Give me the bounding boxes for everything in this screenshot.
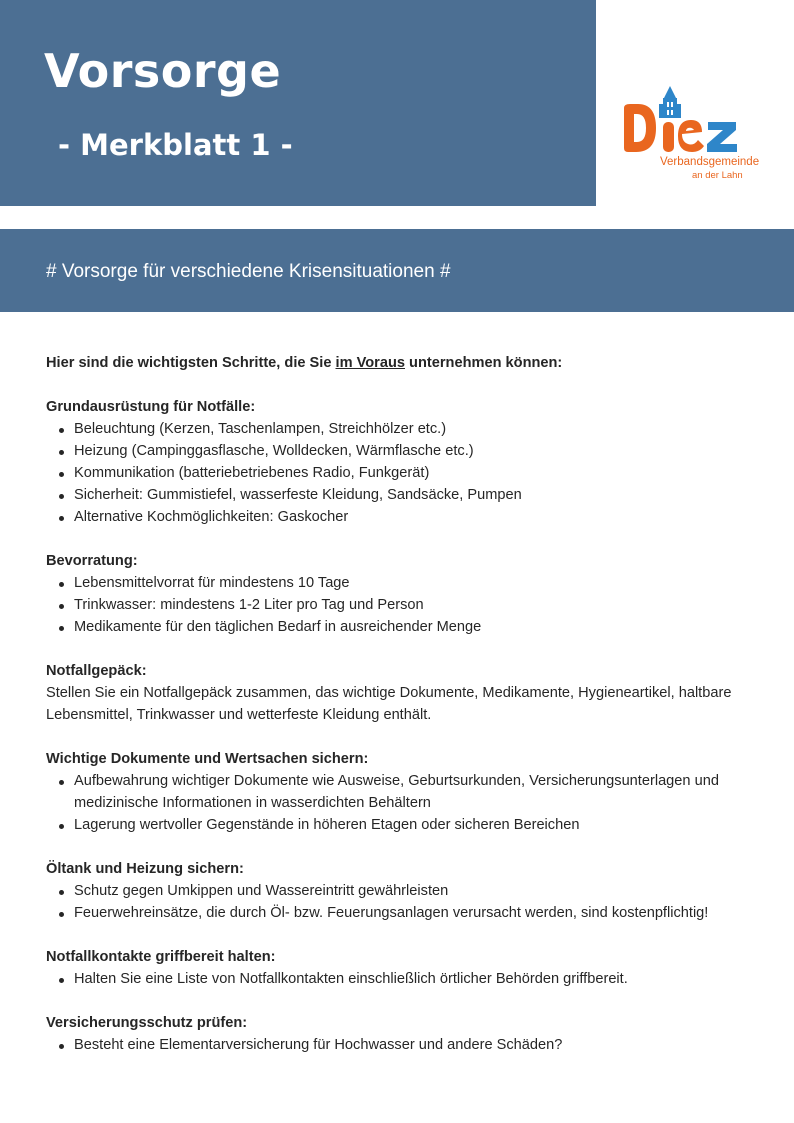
bullet-list xyxy=(46,880,776,924)
diez-logo xyxy=(612,78,772,188)
section-heading: Öltank und Heizung sichern: xyxy=(46,861,244,877)
bullet-list xyxy=(46,770,776,836)
section-bevorratung xyxy=(46,550,776,638)
main-content xyxy=(46,352,776,1078)
page-title: Vorsorge xyxy=(44,44,282,98)
list-item: Beleuchtung (Kerzen, Taschenlampen, Streichhölzer etc.) xyxy=(46,418,776,440)
header-block xyxy=(0,0,596,206)
section-versicherung xyxy=(46,1012,776,1056)
list-item: Medikamente für den täglichen Bedarf in ausreichender Menge xyxy=(46,616,776,638)
list-item: Lebensmittelvorrat für mindestens 10 Tage xyxy=(46,572,776,594)
logo-line-verbandsgemeinde: Verbandsgemeinde xyxy=(660,156,760,168)
bullet-list xyxy=(46,1034,776,1056)
section-heading: Grundausrüstung für Notfälle: xyxy=(46,399,256,415)
diez-logo-wordmark xyxy=(618,84,748,154)
bullet-list xyxy=(46,418,776,528)
intro-underlined: im Voraus xyxy=(335,355,405,371)
intro-after: unternehmen können: xyxy=(405,355,563,371)
bullet-list xyxy=(46,968,776,990)
section-paragraph: Stellen Sie ein Notfallgepäck zusammen, das wichtige Dokumente, Medikamente, Hygieneartikel, haltbare Lebensmittel, Trinkwasser und wetterfeste Kleidung enthält. xyxy=(46,685,732,723)
list-item: Trinkwasser: mindestens 1-2 Liter pro Tag und Person xyxy=(46,594,776,616)
page-subtitle: - Merkblatt 1 - xyxy=(58,128,293,162)
list-item: Sicherheit: Gummistiefel, wasserfeste Kleidung, Sandsäcke, Pumpen xyxy=(46,484,776,506)
list-item: Aufbewahrung wichtiger Dokumente wie Ausweise, Geburtsurkunden, Versicherungsunterlagen und medizinische Informationen in wasserdichten Behältern xyxy=(46,770,776,814)
list-item: Lagerung wertvoller Gegenstände in höheren Etagen oder sicheren Bereichen xyxy=(46,814,776,836)
banner-text: # Vorsorge für verschiedene Krisensituationen # xyxy=(46,261,451,282)
list-item: Halten Sie eine Liste von Notfallkontakten einschließlich örtlicher Behörden griffbereit. xyxy=(46,968,776,990)
section-heading: Bevorratung: xyxy=(46,553,138,569)
section-oeltank xyxy=(46,858,776,924)
section-heading: Versicherungsschutz prüfen: xyxy=(46,1015,248,1031)
list-item: Alternative Kochmöglichkeiten: Gaskocher xyxy=(46,506,776,528)
section-heading: Notfallgepäck: xyxy=(46,663,147,679)
list-item: Kommunikation (batteriebetriebenes Radio, Funkgerät) xyxy=(46,462,776,484)
section-notfallkontakte xyxy=(46,946,776,990)
list-item: Heizung (Campinggasflasche, Wolldecken, Wärmflasche etc.) xyxy=(46,440,776,462)
section-dokumente xyxy=(46,748,776,836)
list-item: Schutz gegen Umkippen und Wassereintritt gewährleisten xyxy=(46,880,776,902)
bullet-list xyxy=(46,572,776,638)
list-item: Besteht eine Elementarversicherung für Hochwasser und andere Schäden? xyxy=(46,1034,776,1056)
section-heading: Wichtige Dokumente und Wertsachen sichern: xyxy=(46,751,369,767)
intro-before: Hier sind die wichtigsten Schritte, die Sie xyxy=(46,355,336,371)
section-grundausruestung xyxy=(46,396,776,528)
logo-line-an-der-lahn: an der Lahn xyxy=(692,170,743,181)
list-item: Feuerwehreinsätze, die durch Öl- bzw. Feuerungsanlagen verursacht werden, sind kostenpflichtig! xyxy=(46,902,776,924)
intro-text xyxy=(46,352,776,374)
section-heading: Notfallkontakte griffbereit halten: xyxy=(46,949,276,965)
section-notfallgepaeck xyxy=(46,660,776,726)
